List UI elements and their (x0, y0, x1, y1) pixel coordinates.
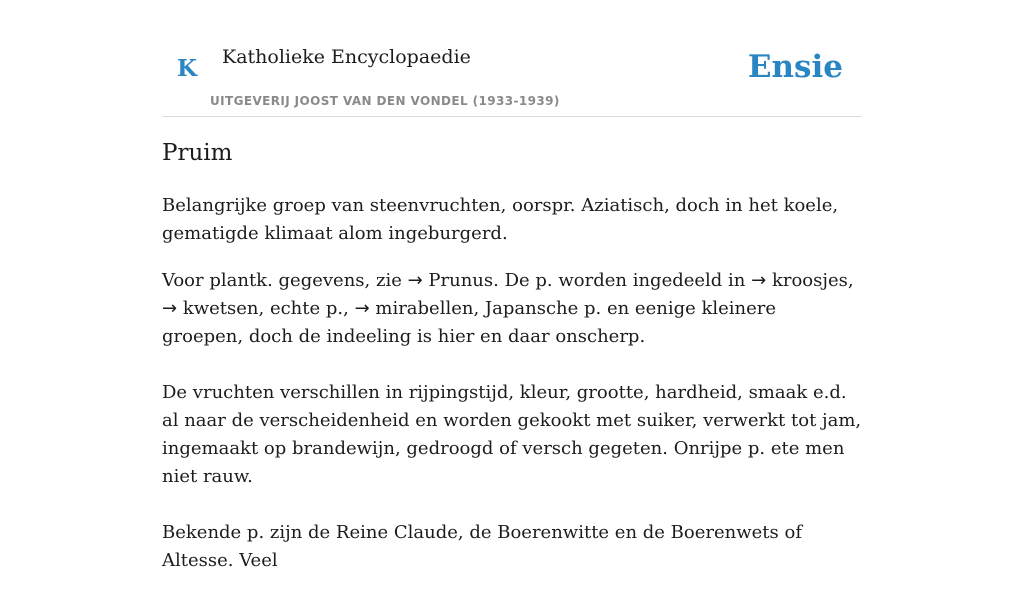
paragraph-2-text-e: mirabellen, Japansche p. en eenige kleinere groepen, doch de indeeling is hier en daar onscherp. (162, 298, 777, 347)
article-body (162, 192, 862, 594)
brand-logo[interactable]: Ensie (747, 49, 843, 85)
site-subtitle: UITGEVERIJ JOOST VAN DEN VONDEL (1933-1939) (210, 94, 560, 108)
paragraph-2-text-d: kwetsen, echte p., (177, 298, 355, 319)
logo[interactable]: K (177, 55, 197, 82)
article-title: Pruim (162, 140, 233, 166)
arrow-icon: → (354, 298, 370, 319)
paragraph-3: De vruchten verschillen in rijpingstijd, kleur, grootte, hardheid, smaak e.d. al naar de verscheidenheid en worden gekookt met suiker, verwerkt tot jam, ingemaakt op brandewijn, gedroogd of versch gegeten. Onrijpe p. ete men niet rauw. (162, 382, 862, 487)
site-title[interactable]: Katholieke Encyclopaedie (222, 46, 471, 68)
paragraph-2-text-b: Prunus. De p. worden ingedeeld in (422, 270, 752, 291)
arrow-icon: → (751, 270, 767, 291)
paragraph-1: Belangrijke groep van steenvruchten, oorspr. Aziatisch, doch in het koele, gematigde klimaat alom ingeburgerd. (162, 195, 839, 244)
paragraph-2-text-c: kroosjes, (766, 270, 854, 291)
site-header (162, 0, 862, 117)
paragraph-4: Bekende p. zijn de Reine Claude, de Boerenwitte en de Boerenwets of Altesse. Veel (162, 522, 802, 571)
paragraph-2 (162, 267, 862, 351)
arrow-icon: → (162, 298, 178, 319)
arrow-icon: → (407, 270, 423, 291)
page (162, 0, 862, 571)
paragraph-2-text-a: Voor plantk. gegevens, zie (162, 270, 408, 291)
